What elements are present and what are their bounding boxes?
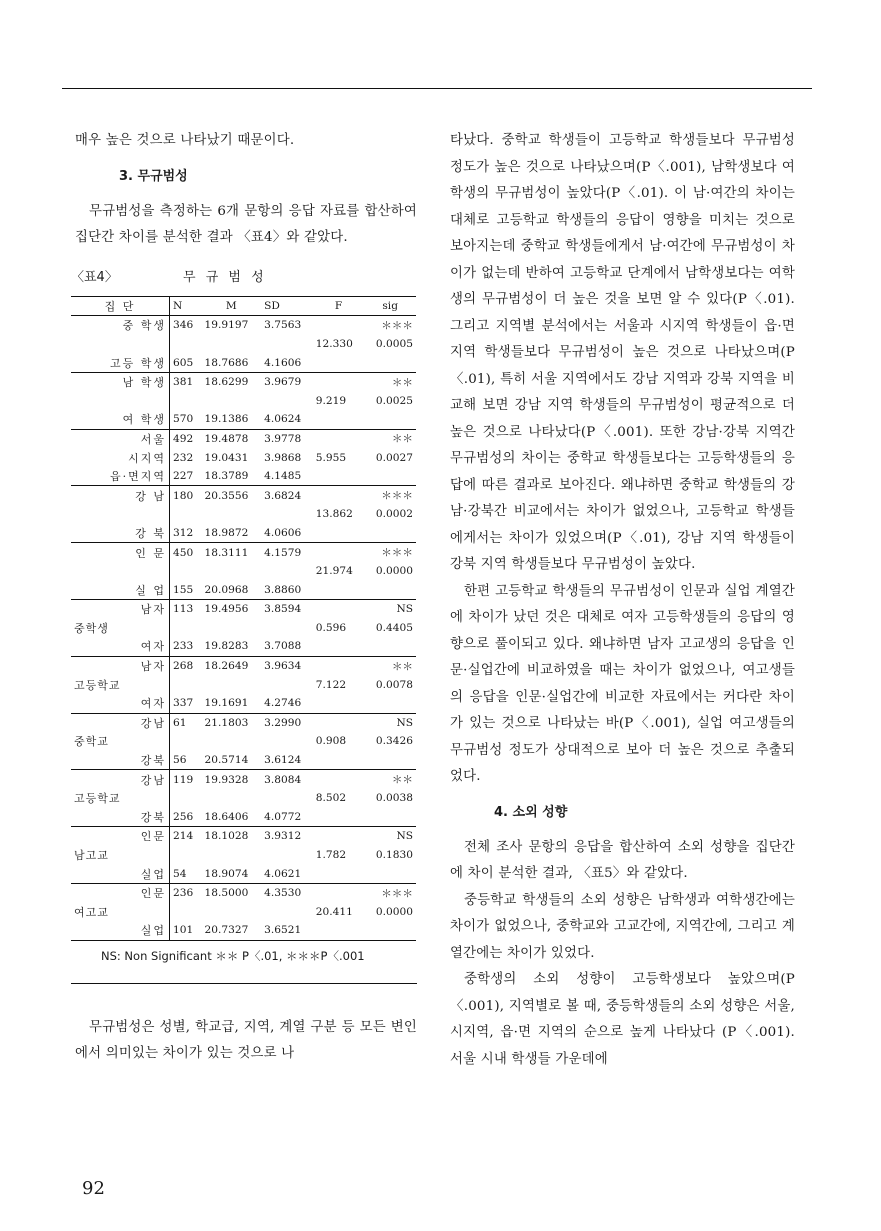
cell-sd: 3.8594 [261,600,313,619]
cell-f: 13.862 [315,508,353,521]
cell-sig: 0.0000 [375,565,413,578]
cell-n: 56 [173,754,187,767]
cell-f [313,921,365,940]
cell-m [202,505,262,524]
table-row [71,656,416,675]
subgroup-label: 남 학생 [71,372,170,391]
cell-n: 570 [173,413,194,426]
table-row [71,675,416,694]
cell-sd: 3.9634 [261,656,313,675]
table-row [71,600,416,619]
paragraph: 타났다. 중학교 학생들이 고등학교 학생들보다 무규범성 정도가 높은 것으로 나타났으며(P〈.001), 남학생보다 여학생의 무규범성이 높았다(P〈.01). 이 남·여간의 차이는 대체로 고등학교 학생들의 응답이 영향을 미치는 것으로 보아지는데 중학교 학생들에게서 남·여간에 무규범성이 차이가 없는데 반하여 고등학교 단계에서 남학생보다는 여학생의 무규범성이 더 높은 것을 보면 알 수 있다(P〈.01). 그리고 지역별 분석에서는 서울과 시지역 학생들이 읍·면 지역 학생들보다 무규범성이 높은 것으로 나타났으며(P〈.01), 특히 서울 지역에서도 강남 지역과 강북 지역을 비교해 보면 강남 지역 학생들의 무규범성이 평균적으로 더 높은 것으로 나타났다(P〈.001). 또한 강남·강북 지역간 무규범성의 차이는 중학교 학생들보다는 고등학생들의 응답에 따른 결과로 보아진다. 왜냐하면 중학교 학생들의 강남·강북간 비교에서는 차이가 없었으나, 고등학교 학생들에게서는 차이가 있었으며(P〈.01), 강남 지역 학생들이 강북 지역 학생들보다 무규범성이 높았다. [450,133,795,572]
cell-f [313,656,365,675]
cell-f [313,770,365,789]
cell-f: 1.782 [315,849,347,862]
subgroup-label: 강북 [71,751,170,770]
table-row [71,827,416,846]
cell-n [170,789,202,808]
cell-sd [261,505,313,524]
subgroup-label: 서울 [71,429,170,448]
header-rule [62,88,812,89]
group-label: 여고교 [71,903,170,922]
cell-f [313,372,365,391]
cell-sig: NS [364,827,416,846]
paragraph: 한편 고등학교 학생들의 무규범성이 인문과 실업 계열간에 차이가 났던 것은 대체로 여자 고등학생들의 응답의 영향으로 풀이되고 있다. 왜냐하면 남자 고교생의 응답을 인문·실업간에 비교하였을 때는 차이가 없었으나, 여고생들의 응답을 인문·실업간에 비교한 자료에서는 커다란 차이가 있는 것으로 나타났는 바(P〈.001), 실업 여고생들의 무규범성 정도가 상대적으로 보아 더 높은 것으로 추출되었다. [450,583,795,784]
cell-n [170,505,202,524]
subgroup-label [71,391,170,410]
table-title: 무 규 범 성 [183,269,267,285]
subgroup-label: 시지역 [71,448,170,467]
cell-m: 20.0968 [204,583,249,596]
cell-sd: 3.9778 [261,429,313,448]
table-row [71,316,416,335]
paragraph: 무규범성은 성별, 학교급, 지역, 계열 구분 등 모든 변인에서 의미있는 차이가 있는 것으로 나 [75,1019,417,1062]
cell-sd [261,675,313,694]
cell-m: 18.9074 [204,867,249,880]
table-row [71,353,416,372]
cell-m: 19.1386 [204,413,249,426]
subgroup-label: 고등 학생 [71,353,170,372]
cell-m [202,335,262,354]
table-row [71,410,416,429]
cell-f [313,600,365,619]
cell-n: 232 [173,451,194,464]
cell-sig: ＊＊＊ [364,486,416,505]
table-row [71,448,416,467]
subgroup-label: 여자 [71,637,170,656]
cell-n: 227 [173,470,194,483]
table-row [71,808,416,827]
cell-sd [261,846,313,865]
cell-sd: 3.9868 [264,451,302,464]
subgroup-label: 실업 [71,864,170,883]
cell-sd: 4.0606 [264,526,302,539]
table-row [71,543,416,562]
paragraph: 중학생의 소외 성향이 고등학생보다 높았으며(P〈.001), 지역별로 볼 때, 중등학생들의 소외 성향은 서울, 시지역, 읍·면 지역의 순으로 높게 나타났다 (P〈.001). 서울 시내 학생들 가운데에 [450,972,795,1067]
cell-m: 21.1803 [202,713,262,732]
cell-sd: 3.8084 [261,770,313,789]
cell-sd [261,562,313,581]
paragraph: 무규범성을 측정하는 6개 문항의 응답 자료를 합산하여 집단간 차이를 분석한 결과 〈표4〉와 같았다. [75,203,417,245]
cell-m: 18.6406 [204,810,249,823]
cell-n [170,903,202,922]
cell-n [170,846,202,865]
subgroup-label: 여 학생 [71,410,170,429]
table-row [71,883,416,902]
cell-n: 180 [170,486,202,505]
header-m: M [202,296,262,316]
cell-n: 61 [170,713,202,732]
cell-m [202,562,262,581]
cell-sig [364,808,416,827]
cell-sig [364,921,416,940]
cell-n: 155 [173,583,194,596]
subgroup-label: 강북 [71,808,170,827]
group-label: 남고교 [71,846,170,865]
cell-n [170,619,202,638]
cell-sig: NS [364,713,416,732]
table-row [71,486,416,505]
cell-f [313,883,365,902]
table-row [71,903,416,922]
cell-m: 19.8283 [204,640,249,653]
subgroup-label: 실 업 [71,580,170,599]
cell-n: 54 [173,867,187,880]
group-label: 고등학교 [71,789,170,808]
table-row [71,524,416,543]
cell-f [313,410,365,429]
statistics-table [71,296,416,941]
cell-m: 19.9197 [202,316,262,335]
cell-f [313,524,365,543]
header-sig: sig [364,296,416,316]
cell-sig [364,751,416,770]
table-row [71,372,416,391]
cell-n: 268 [170,656,202,675]
section-heading: 4. 소외 성향 [494,804,568,820]
table-row [71,713,416,732]
cell-f: 9.219 [315,394,347,407]
cell-sig: ＊＊ [364,656,416,675]
table-row [71,429,416,448]
header-f: F [313,296,365,316]
cell-sd: 3.9312 [261,827,313,846]
cell-m: 19.9328 [202,770,262,789]
cell-sd: 4.1485 [264,470,302,483]
subgroup-label: 중 학생 [71,316,170,335]
cell-m: 18.6299 [202,372,262,391]
cell-n: 492 [170,429,202,448]
table-row [71,580,416,599]
cell-sig: ＊＊ [364,429,416,448]
cell-sig: ＊＊＊ [364,543,416,562]
paragraph: 매우 높은 것으로 나타났기 때문이다. [75,133,295,148]
left-column [71,128,417,1068]
cell-sd: 4.2746 [264,697,302,710]
cell-f [313,467,365,486]
table-row [71,732,416,751]
table-note: NS: Non Significant ＊＊ P〈.01, ＊＊＊P〈.001 [101,948,365,963]
cell-n: 113 [170,600,202,619]
cell-m: 19.4878 [202,429,262,448]
cell-f [313,429,365,448]
cell-sd: 4.1579 [261,543,313,562]
cell-m: 18.1028 [202,827,262,846]
cell-m: 18.3111 [202,543,262,562]
cell-n [170,562,202,581]
cell-sig: 0.0027 [375,451,413,464]
cell-m [202,675,262,694]
cell-sig: ＊＊＊ [364,316,416,335]
cell-sd: 4.3530 [261,883,313,902]
cell-sd: 3.7088 [264,640,302,653]
cell-f [313,827,365,846]
cell-sig [364,694,416,713]
cell-sig [364,524,416,543]
cell-n [170,732,202,751]
cell-sd [261,335,313,354]
cell-f: 12.330 [315,337,353,350]
cell-sd [261,732,313,751]
cell-m: 20.3556 [202,486,262,505]
table-row [71,789,416,808]
cell-f: 5.955 [315,451,347,464]
cell-sd: 3.6124 [264,754,302,767]
subgroup-label: 인문 [71,883,170,902]
cell-f [313,486,365,505]
subgroup-label: 실업 [71,921,170,940]
cell-sd: 3.7563 [261,316,313,335]
cell-m: 18.7686 [204,356,249,369]
cell-m [202,789,262,808]
cell-m [202,391,262,410]
cell-sig: 0.0005 [375,337,413,350]
table-row [71,751,416,770]
cell-sd: 4.0624 [264,413,302,426]
cell-sig: 0.0038 [375,792,413,805]
cell-m: 19.4956 [202,600,262,619]
cell-sig [364,467,416,486]
cell-f [313,353,365,372]
table-row [71,619,416,638]
cell-sig: 0.3426 [375,735,413,748]
cell-m: 18.9872 [204,526,249,539]
cell-sd: 3.9679 [261,372,313,391]
cell-sig [364,353,416,372]
table-row [71,637,416,656]
cell-n: 119 [170,770,202,789]
cell-n: 312 [173,526,194,539]
page-number: 92 [82,1178,105,1199]
cell-m [202,619,262,638]
cell-sig [364,637,416,656]
cell-sd: 4.1606 [264,356,302,369]
cell-f: 20.411 [315,905,353,918]
cell-f: 7.122 [315,678,347,691]
cell-f [313,543,365,562]
cell-m: 19.1691 [204,697,249,710]
cell-f [313,637,365,656]
cell-sig: ＊＊ [364,372,416,391]
table-row [71,391,416,410]
cell-m [202,846,262,865]
cell-sd: 3.6824 [261,486,313,505]
cell-f [313,694,365,713]
cell-m: 18.5000 [202,883,262,902]
table-row [71,562,416,581]
subgroup-label: 인문 [71,827,170,846]
cell-f [313,864,365,883]
table-caption [71,266,417,285]
table-row [71,467,416,486]
paragraph: 중등학교 학생들의 소외 성향은 남학생과 여학생간에는 차이가 없었으나, 중학교와 고교간에, 지역간에, 그리고 계열간에는 차이가 있었다. [450,892,795,961]
paragraph: 전체 조사 문항의 응답을 합산하여 소외 성향을 집단간에 차이 분석한 결과, 〈표5〉와 같았다. [450,839,795,881]
cell-sd [261,619,313,638]
cell-n: 337 [173,697,194,710]
cell-sig: 0.1830 [375,849,413,862]
cell-m [202,903,262,922]
right-column [450,128,795,1073]
cell-n: 236 [170,883,202,902]
section-heading: 3. 무규범성 [119,168,188,184]
cell-f: 0.908 [315,735,347,748]
cell-n [170,335,202,354]
cell-f: 8.502 [315,792,347,805]
cell-sd [261,903,313,922]
cell-m: 18.3789 [204,470,249,483]
table-bottom-rule [71,983,417,984]
cell-f [313,751,365,770]
cell-n: 450 [170,543,202,562]
cell-sig: 0.4405 [375,621,413,634]
table-row [71,694,416,713]
cell-sig: 0.0002 [375,508,413,521]
subgroup-label [71,335,170,354]
subgroup-label: 강남 [71,713,170,732]
cell-f: 21.974 [315,565,353,578]
cell-sig [364,864,416,883]
cell-sig: 0.0000 [375,905,413,918]
cell-n: 346 [170,316,202,335]
subgroup-label: 강남 [71,770,170,789]
table-row [71,921,416,940]
table-row [71,505,416,524]
cell-sd: 4.0621 [264,867,302,880]
table-header-row [71,296,416,316]
group-label: 중학교 [71,732,170,751]
table-row [71,770,416,789]
cell-n [170,391,202,410]
cell-sig: ＊＊ [364,770,416,789]
cell-m: 20.5714 [204,754,249,767]
table-row [71,846,416,865]
cell-sig: ＊＊＊ [364,883,416,902]
cell-sd: 3.2990 [261,713,313,732]
cell-f: 0.596 [315,621,347,634]
table-row [71,335,416,354]
cell-n: 256 [173,810,194,823]
cell-f [313,808,365,827]
subgroup-label: 강 북 [71,524,170,543]
cell-n: 214 [170,827,202,846]
group-label: 고등학교 [71,675,170,694]
subgroup-label: 인 문 [71,543,170,562]
cell-sd: 3.6521 [261,921,313,940]
group-label: 중학생 [71,619,170,638]
cell-n: 605 [173,356,194,369]
subgroup-label: 읍·면지역 [71,467,170,486]
subgroup-label [71,562,170,581]
cell-f [313,580,365,599]
table-label: 〈표4〉 [71,269,118,285]
cell-m [202,732,262,751]
subgroup-label: 남자 [71,656,170,675]
header-n: N [170,296,202,316]
cell-n: 233 [173,640,194,653]
cell-f [313,713,365,732]
cell-sig [364,410,416,429]
cell-sd [261,391,313,410]
header-sd: SD [261,296,313,316]
cell-sig: 0.0078 [375,678,413,691]
cell-sig: 0.0025 [375,394,413,407]
cell-sig: NS [364,600,416,619]
subgroup-label: 강 남 [71,486,170,505]
header-group: 집 단 [71,296,170,316]
cell-m: 18.2649 [202,656,262,675]
cell-m: 20.7327 [202,921,262,940]
cell-n: 101 [170,921,202,940]
cell-n: 381 [170,372,202,391]
cell-sd [261,789,313,808]
cell-sig [364,580,416,599]
subgroup-label [71,505,170,524]
subgroup-label: 남자 [71,600,170,619]
cell-sd: 3.8860 [264,583,302,596]
cell-f [313,316,365,335]
cell-n [170,675,202,694]
cell-sd: 4.0772 [264,810,302,823]
cell-m: 19.0431 [204,451,249,464]
table-row [71,864,416,883]
subgroup-label: 여자 [71,694,170,713]
